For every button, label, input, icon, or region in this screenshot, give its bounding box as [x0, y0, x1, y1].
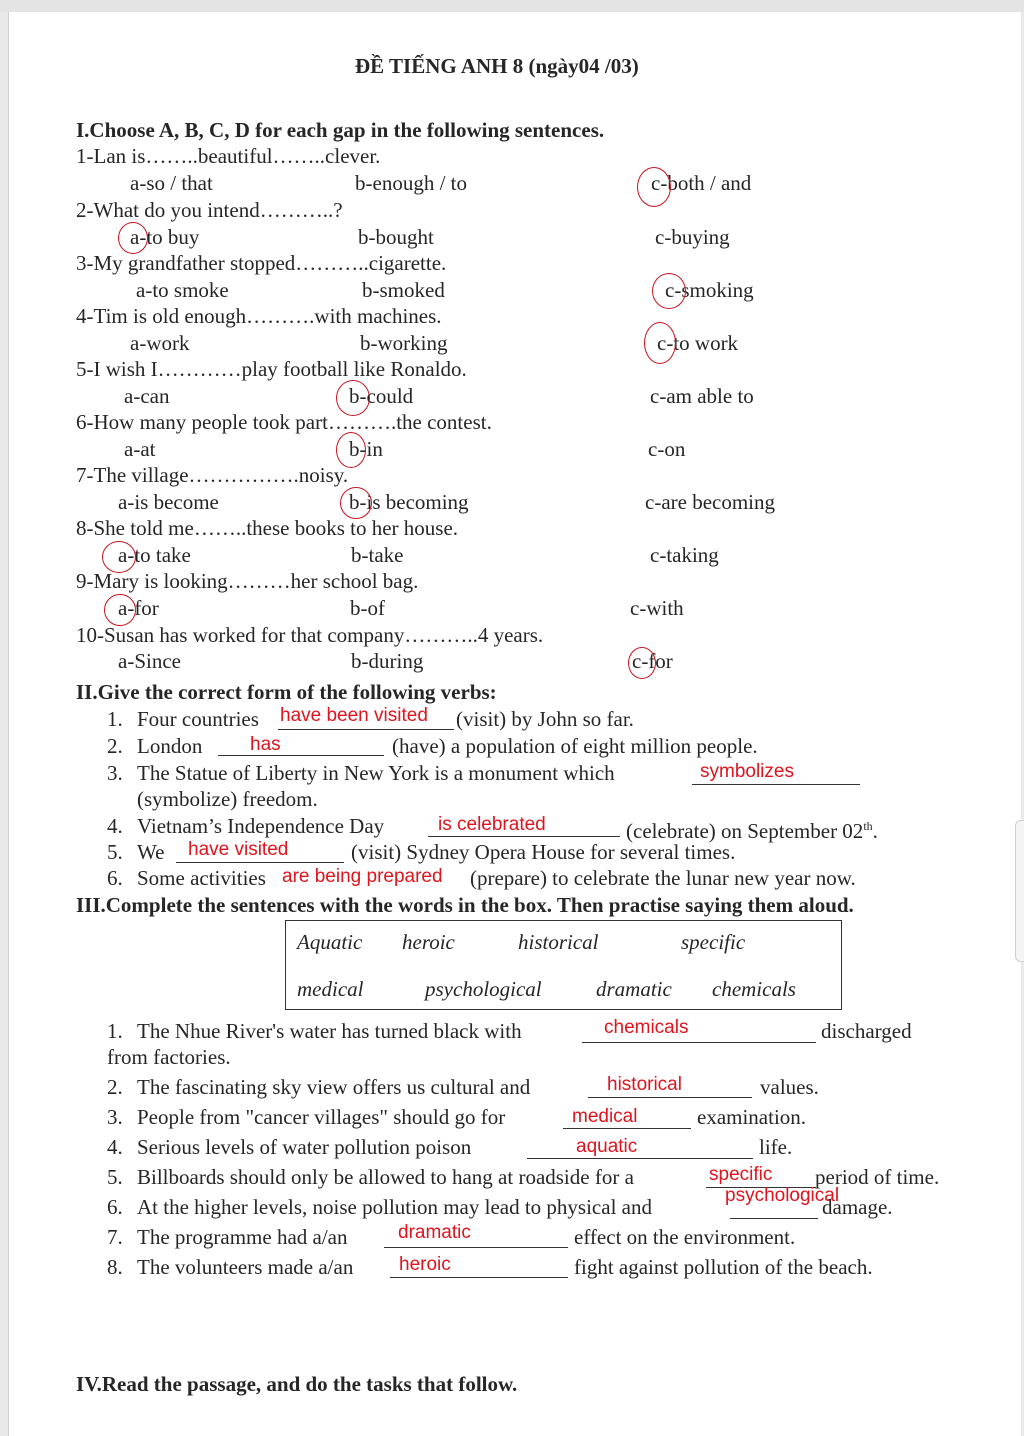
q6-option-c: c-on: [648, 437, 686, 461]
s2-item-1-text: Four countries: [137, 707, 259, 731]
s3-item-4-number: 4.: [107, 1135, 123, 1159]
s2-item-4-period: .: [872, 819, 878, 843]
q5-option-a: a-can: [124, 384, 170, 408]
answer-circle-q8: [102, 541, 136, 573]
q5-option-c: c-am able to: [650, 384, 754, 408]
s3-item-1-blank: [582, 1042, 816, 1043]
q3-option-b: b-smoked: [362, 278, 445, 302]
s2-item-4-text: Vietnam’s Independence Day: [137, 814, 385, 838]
word-box-word-7: dramatic: [596, 977, 672, 1001]
q1-option-b: b-enough / to: [355, 171, 467, 195]
answer-circle-q9: [104, 594, 136, 626]
s3-item-1-number: 1.: [107, 1019, 123, 1043]
s2-item-6-number: 6.: [107, 866, 123, 890]
s2-item-1-answer: have been visited: [280, 705, 428, 726]
question-4: 4-Tim is old enough……….with machines.: [76, 304, 442, 328]
q10-option-a: a-Since: [118, 649, 181, 673]
s2-item-6-answer: are being prepared: [282, 866, 443, 887]
s3-item-7-answer: dramatic: [398, 1222, 471, 1243]
question-1: 1-Lan is……..beautiful……..clever.: [76, 144, 381, 168]
s3-item-4-answer: aquatic: [576, 1136, 638, 1157]
s2-item-2-blank: [218, 755, 384, 756]
s3-item-1-answer: chemicals: [604, 1017, 689, 1038]
q3-option-c: c-smoking: [665, 278, 754, 302]
q3-option-a: a-to smoke: [136, 278, 229, 302]
s3-item-6-blank: [730, 1218, 818, 1219]
s3-item-6-suffix: damage.: [822, 1195, 893, 1219]
s3-item-5-answer: specific: [709, 1164, 773, 1185]
q7-option-b: b-is becoming: [349, 490, 469, 514]
q6-option-a: a-at: [124, 437, 156, 461]
s3-item-2-blank: [588, 1097, 752, 1098]
s2-item-4-suffix-text: (celebrate) on September 02: [626, 819, 864, 843]
s3-item-8-answer: heroic: [399, 1254, 451, 1275]
s2-item-3-blank: [692, 784, 860, 785]
s3-item-7-number: 7.: [107, 1225, 123, 1249]
q8-option-b: b-take: [351, 543, 404, 567]
word-box-word-8: chemicals: [712, 977, 796, 1001]
viewer-top-bar: [0, 0, 1024, 12]
s2-item-3-text: The Statue of Liberty in New York is a monument which: [137, 761, 615, 785]
s2-item-1-suffix: (visit) by John so far.: [456, 707, 634, 731]
question-8: 8-She told me……..these books to her house.: [76, 516, 459, 540]
word-box-word-6: psychological: [425, 977, 542, 1001]
s2-item-2-answer: has: [250, 734, 281, 755]
s2-item-4-blank: [428, 836, 620, 837]
s2-item-3-suffix: (symbolize) freedom.: [137, 787, 318, 811]
s2-item-4-answer: is celebrated: [438, 814, 546, 835]
q9-option-c: c-with: [630, 596, 684, 620]
s2-item-2-number: 2.: [107, 734, 123, 758]
s3-item-5-text: Billboards should only be allowed to hang at roadside for a: [137, 1165, 634, 1189]
s3-item-6-number: 6.: [107, 1195, 123, 1219]
scroll-handle[interactable]: [1015, 820, 1024, 962]
q5-option-b: b-could: [349, 384, 414, 408]
q2-option-c: c-buying: [655, 225, 730, 249]
q10-option-b: b-during: [351, 649, 424, 673]
s3-item-7-suffix: effect on the environment.: [574, 1225, 796, 1249]
q2-option-a: a-to buy: [130, 225, 200, 249]
s2-item-5-suffix: (visit) Sydney Opera House for several times.: [351, 840, 736, 864]
q6-option-b: b-in: [349, 437, 383, 461]
q1-option-a: a-so / that: [130, 171, 213, 195]
s3-item-2-suffix: values.: [760, 1075, 819, 1099]
s3-item-6-text: At the higher levels, noise pollution may lead to physical and: [137, 1195, 652, 1219]
s3-item-8-number: 8.: [107, 1255, 123, 1279]
s2-item-4-number: 4.: [107, 814, 123, 838]
s3-item-2-number: 2.: [107, 1075, 123, 1099]
question-9: 9-Mary is looking………her school bag.: [76, 569, 419, 593]
word-box-word-3: historical: [518, 930, 599, 954]
s2-item-5-answer: have visited: [188, 839, 289, 860]
s2-item-5-blank: [176, 862, 344, 863]
s3-item-2-answer: historical: [607, 1074, 682, 1095]
s3-item-3-suffix: examination.: [697, 1105, 807, 1129]
word-box-word-5: medical: [297, 977, 364, 1001]
s3-item-3-text: People from "cancer villages" should go for: [137, 1105, 506, 1129]
s3-item-1-suffix: discharged: [821, 1019, 912, 1043]
question-7: 7-The village…………….noisy.: [76, 463, 349, 487]
q2-option-b: b-bought: [358, 225, 434, 249]
s3-item-1-text: The Nhue River's water has turned black with: [137, 1019, 522, 1043]
q4-option-c: c-to work: [657, 331, 739, 355]
q4-option-b: b-working: [360, 331, 448, 355]
q1-option-c: c-both / and: [651, 171, 752, 195]
section-1-heading: I.Choose A, B, C, D for each gap in the following sentences.: [76, 118, 605, 142]
s2-item-2-text: London: [137, 734, 203, 758]
s2-item-1-number: 1.: [107, 707, 123, 731]
page-title: ĐỀ TIẾNG ANH 8 (ngày04 /03): [355, 54, 639, 78]
question-2: 2-What do you intend………..?: [76, 198, 343, 222]
q8-option-c: c-taking: [650, 543, 719, 567]
s3-item-7-blank: [384, 1247, 568, 1248]
s3-item-3-answer: medical: [572, 1106, 638, 1127]
s3-item-4-text: Serious levels of water pollution poison: [137, 1135, 472, 1159]
q8-option-a: a-to take: [118, 543, 191, 567]
section-4-heading: IV.Read the passage, and do the tasks that follow.: [76, 1372, 518, 1396]
s3-item-3-blank: [563, 1128, 691, 1129]
s2-item-6-suffix: (prepare) to celebrate the lunar new year now.: [470, 866, 856, 890]
s2-item-5-text: We: [137, 840, 165, 864]
answer-circle-q5: [336, 380, 370, 416]
answer-circle-q2: [118, 222, 148, 254]
section-3-heading: III.Complete the sentences with the words in the box. Then practise saying them aloud.: [76, 893, 854, 917]
s2-item-3-answer: symbolizes: [700, 761, 794, 782]
answer-circle-q6: [336, 432, 366, 468]
s3-item-6-answer: psychological: [725, 1185, 840, 1206]
s3-item-1-continuation: from factories.: [107, 1045, 231, 1069]
s3-item-4-suffix: life.: [759, 1135, 793, 1159]
s2-item-3-number: 3.: [107, 761, 123, 785]
s3-item-5-suffix: period of time.: [815, 1165, 940, 1189]
s3-item-7-text: The programme had a/an: [137, 1225, 348, 1249]
s3-item-4-blank: [527, 1158, 753, 1159]
answer-circle-q7: [340, 487, 372, 519]
q7-option-c: c-are becoming: [645, 490, 776, 514]
q9-option-b: b-of: [350, 596, 385, 620]
answer-circle-q4: [644, 322, 676, 364]
s3-item-8-suffix: fight against pollution of the beach.: [574, 1255, 873, 1279]
question-6: 6-How many people took part……….the contest.: [76, 410, 492, 434]
s2-item-4-superscript: th: [863, 819, 873, 833]
word-box-word-1: Aquatic: [297, 930, 363, 954]
question-10: 10-Susan has worked for that company………..4 years.: [76, 623, 544, 647]
s2-item-2-suffix: (have) a population of eight million people.: [392, 734, 758, 758]
s3-item-8-text: The volunteers made a/an: [137, 1255, 354, 1279]
answer-circle-q3: [652, 273, 686, 309]
q9-option-a: a-for: [118, 596, 159, 620]
word-box-word-2: heroic: [402, 930, 455, 954]
section-2-heading: II.Give the correct form of the following verbs:: [76, 680, 497, 704]
q7-option-a: a-is become: [118, 490, 219, 514]
q10-option-c: c-for: [632, 649, 673, 673]
s3-item-5-number: 5.: [107, 1165, 123, 1189]
s3-item-8-blank: [390, 1277, 568, 1278]
answer-circle-q1: [637, 167, 671, 207]
s2-item-5-number: 5.: [107, 840, 123, 864]
question-3: 3-My grandfather stopped………..cigarette.: [76, 251, 447, 275]
word-box-word-4: specific: [681, 930, 746, 954]
question-5: 5-I wish I…………play football like Ronaldo.: [76, 357, 467, 381]
q4-option-a: a-work: [130, 331, 190, 355]
answer-circle-q10: [628, 647, 656, 679]
s2-item-6-text: Some activities: [137, 866, 266, 890]
s3-item-3-number: 3.: [107, 1105, 123, 1129]
s2-item-1-blank: [278, 729, 454, 730]
s3-item-2-text: The fascinating sky view offers us cultural and: [137, 1075, 531, 1099]
s2-item-4-suffix: [626, 814, 878, 843]
